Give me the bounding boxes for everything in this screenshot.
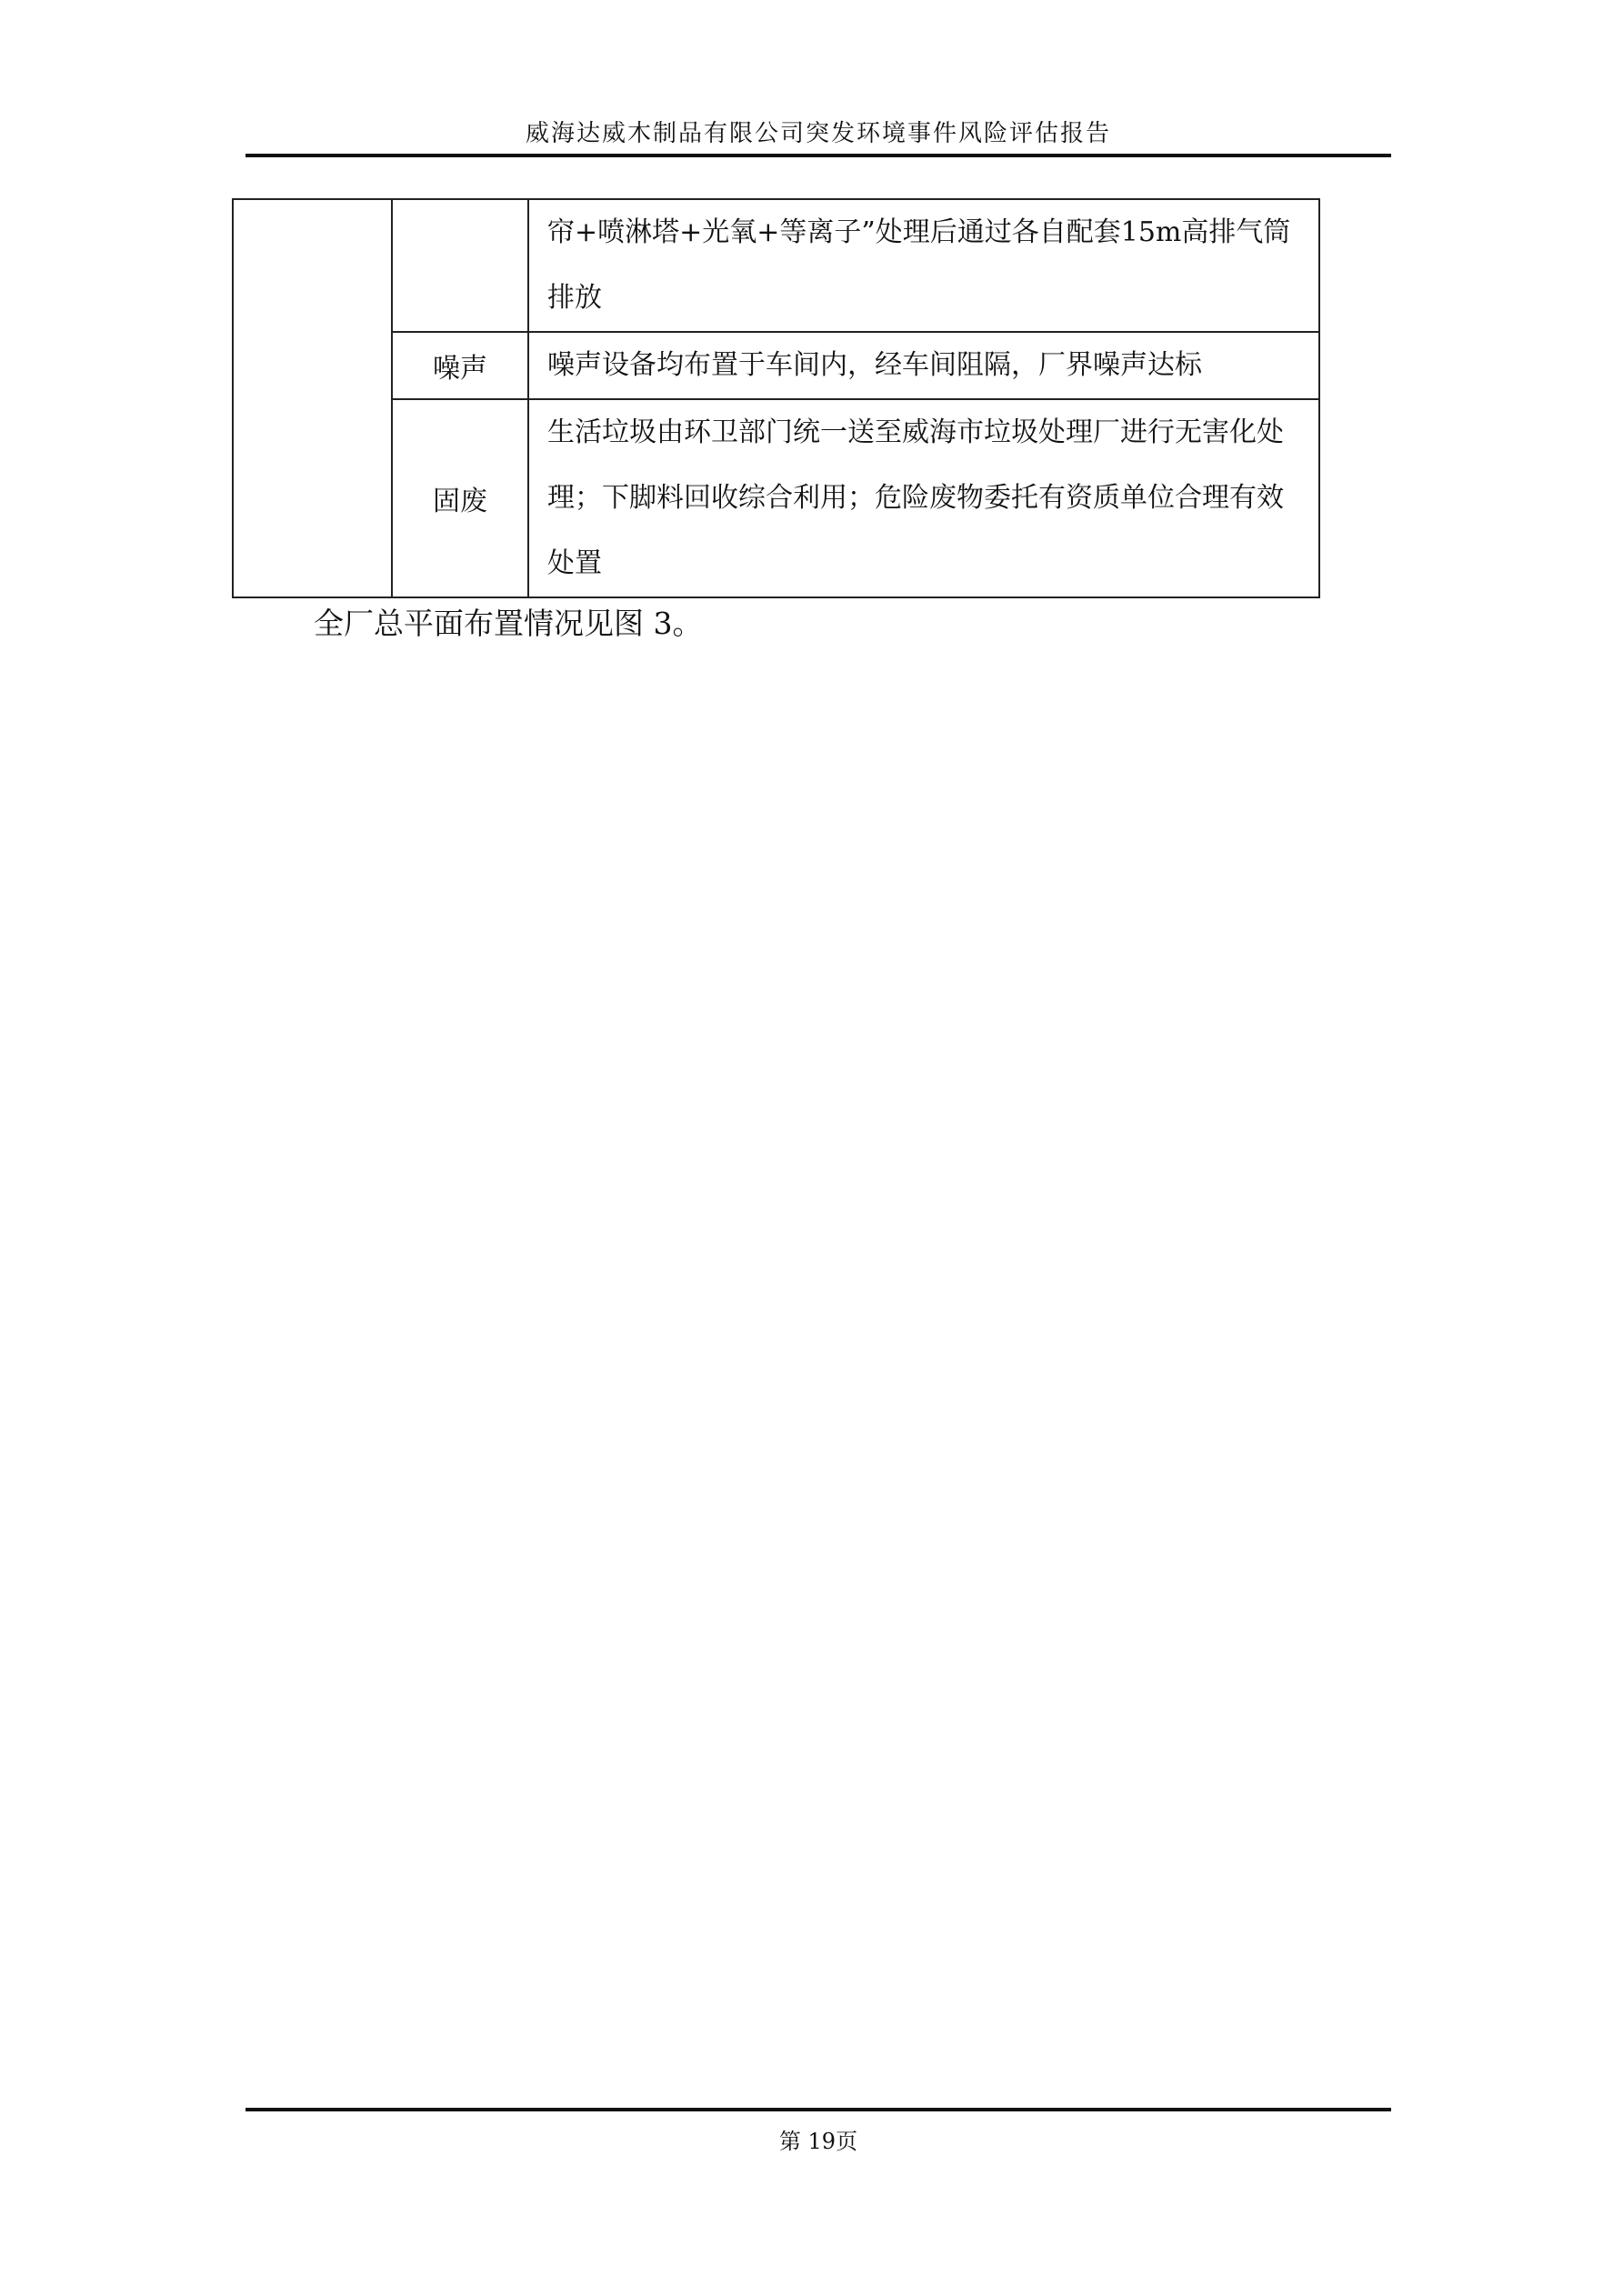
footer-divider	[245, 2108, 1391, 2111]
table-row	[233, 199, 1319, 332]
table-row	[233, 332, 1319, 399]
header-divider	[245, 154, 1391, 157]
table-row	[233, 399, 1319, 597]
table-cell-type: 噪声	[392, 332, 528, 399]
table-cell-category	[233, 199, 392, 597]
table-cell-measure: 噪声设备均布置于车间内，经车间阻隔，厂界噪声达标	[528, 332, 1319, 399]
table-cell-type	[392, 199, 528, 332]
table-cell-type: 固废	[392, 399, 528, 597]
environmental-measures-table	[232, 198, 1320, 598]
table-cell-measure: 生活垃圾由环卫部门统一送至威海市垃圾处理厂进行无害化处理；下脚料回收综合利用；危险废物委托有资质单位合理有效处置	[528, 399, 1319, 597]
table-cell-measure: 帘+喷淋塔+光氧+等离子”处理后通过各自配套15m高排气筒排放	[528, 199, 1319, 332]
page-number: 第 19页	[778, 2129, 858, 2154]
page-header-title: 威海达威木制品有限公司突发环境事件风险评估报告	[525, 120, 1111, 147]
body-paragraph: 全厂总平面布置情况见图 3。	[314, 606, 703, 641]
